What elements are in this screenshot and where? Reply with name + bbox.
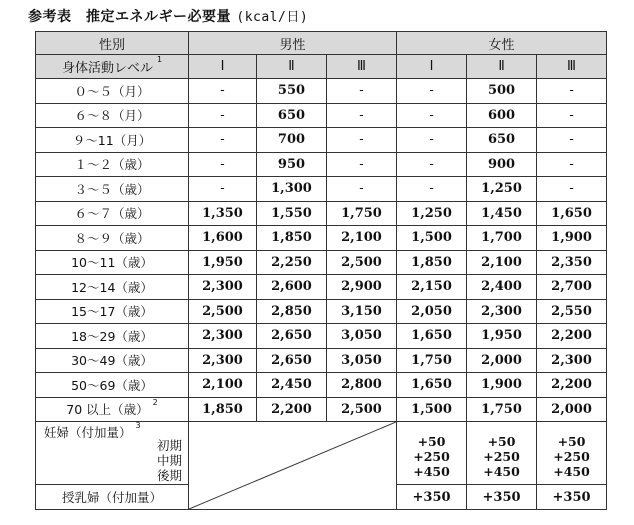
preg-f2-early: +50 [487, 433, 516, 449]
stage-late: 後期 [156, 468, 182, 483]
value-cell: - [189, 152, 257, 177]
preg-f2-mid: +250 [483, 448, 520, 464]
diagonal-line [189, 422, 396, 509]
value-cell: 1,750 [397, 348, 467, 373]
age-text: ９～11（月） [72, 132, 152, 148]
value-cell: 900 [467, 152, 537, 177]
pregnant-row [36, 422, 607, 485]
pregnant-label-wrap [44, 423, 141, 441]
header-female: 女性 [397, 32, 607, 55]
pregnant-female-1 [397, 422, 467, 485]
value-cell: - [189, 103, 257, 128]
value-cell: - [189, 128, 257, 153]
value-cell: 1,250 [467, 177, 537, 202]
value-cell: 3,050 [327, 324, 397, 349]
table-row [36, 324, 607, 349]
value-cell: - [397, 79, 467, 104]
level-female-3: Ⅲ [537, 55, 607, 79]
value-cell: 2,300 [189, 324, 257, 349]
value-cell: 1,500 [397, 226, 467, 251]
lactating-female-1: +350 [397, 485, 467, 510]
value-cell: 950 [257, 152, 327, 177]
value-cell: 2,500 [327, 250, 397, 275]
value-cell: 1,450 [467, 201, 537, 226]
value-cell: 2,600 [257, 275, 327, 300]
table-row [36, 373, 607, 398]
header-activity-label: 身体活動レベル [61, 61, 153, 76]
value-cell: 600 [467, 103, 537, 128]
age-text: 18～29（歳） [71, 328, 153, 344]
value-cell: 2,050 [397, 299, 467, 324]
footnote-mark-1: 1 [156, 55, 163, 64]
value-cell: - [327, 177, 397, 202]
value-cell: - [327, 128, 397, 153]
value-cell: 1,850 [397, 250, 467, 275]
age-label [36, 275, 189, 300]
age-label [36, 103, 189, 128]
age-label [36, 152, 189, 177]
level-female-1: Ⅰ [397, 55, 467, 79]
age-text: 10～11（歳） [71, 255, 153, 271]
age-text: 70 以上（歳） [66, 402, 149, 418]
value-cell: 1,750 [327, 201, 397, 226]
value-cell: 1,850 [257, 226, 327, 251]
age-text: ６～８（月） [74, 108, 150, 124]
value-cell: - [537, 79, 607, 104]
level-male-2: Ⅱ [257, 55, 327, 79]
value-cell: 1,650 [537, 201, 607, 226]
energy-table [35, 31, 607, 510]
table-row [36, 79, 607, 104]
value-cell: 700 [257, 128, 327, 153]
value-cell: - [397, 177, 467, 202]
value-cell: - [327, 152, 397, 177]
table-body [36, 79, 607, 422]
value-cell: 500 [467, 79, 537, 104]
pregnant-stages [157, 438, 182, 483]
preg-f1-early: +50 [417, 433, 446, 449]
value-cell: 2,100 [467, 250, 537, 275]
value-cell: - [397, 103, 467, 128]
age-text: ３～５（歳） [74, 181, 150, 197]
value-cell: - [537, 177, 607, 202]
value-cell: - [537, 103, 607, 128]
value-cell: - [189, 79, 257, 104]
value-cell: 2,500 [327, 397, 397, 422]
preg-f3-mid: +250 [553, 448, 590, 464]
table-row [36, 397, 607, 422]
level-male-3: Ⅲ [327, 55, 397, 79]
value-cell: 3,050 [327, 348, 397, 373]
age-label [36, 79, 189, 104]
value-cell: 1,750 [467, 397, 537, 422]
value-cell: 1,250 [397, 201, 467, 226]
value-cell: 2,400 [467, 275, 537, 300]
preg-f3-early: +50 [557, 433, 586, 449]
value-cell: - [397, 152, 467, 177]
value-cell: 2,150 [397, 275, 467, 300]
pregnant-label: 妊婦（付加量） [44, 425, 132, 440]
value-cell: 1,600 [189, 226, 257, 251]
value-cell: 1,700 [467, 226, 537, 251]
page-title [28, 6, 308, 26]
title-text: 参考表 推定エネルギー必要量 [28, 9, 231, 25]
value-cell: 2,500 [189, 299, 257, 324]
value-cell: 2,300 [537, 348, 607, 373]
header-row-activity [36, 55, 607, 79]
value-cell: 3,150 [327, 299, 397, 324]
value-cell: 2,200 [537, 373, 607, 398]
value-cell: 2,700 [537, 275, 607, 300]
value-cell: 2,200 [257, 397, 327, 422]
preg-f2-late: +450 [483, 463, 520, 479]
value-cell: 1,950 [467, 324, 537, 349]
pregnant-label-cell [36, 422, 189, 485]
age-label [36, 397, 189, 422]
value-cell: 1,850 [189, 397, 257, 422]
preg-f1-mid: +250 [413, 448, 450, 464]
value-cell: - [537, 152, 607, 177]
value-cell: 2,300 [189, 348, 257, 373]
value-cell: 2,900 [327, 275, 397, 300]
age-label [36, 226, 189, 251]
value-cell: 2,300 [189, 275, 257, 300]
table-row [36, 275, 607, 300]
value-cell: - [327, 79, 397, 104]
value-cell: 1,550 [257, 201, 327, 226]
value-cell: 1,350 [189, 201, 257, 226]
value-cell: 1,500 [397, 397, 467, 422]
value-cell: 2,200 [537, 324, 607, 349]
header-sex: 性別 [36, 32, 189, 55]
preg-f1-late: +450 [413, 463, 450, 479]
value-cell: - [397, 128, 467, 153]
table-row [36, 226, 607, 251]
age-label [36, 128, 189, 153]
value-cell: 2,350 [537, 250, 607, 275]
age-text: １～２（歳） [74, 157, 150, 173]
lactating-female-3: +350 [537, 485, 607, 510]
value-cell: 2,450 [257, 373, 327, 398]
lactating-female-2: +350 [467, 485, 537, 510]
pregnant-female-2 [467, 422, 537, 485]
age-text: ６～７（歳） [74, 206, 150, 222]
pregnant-female-3 [537, 422, 607, 485]
value-cell: 2,550 [537, 299, 607, 324]
age-label [36, 324, 189, 349]
age-label [36, 348, 189, 373]
value-cell: 2,300 [467, 299, 537, 324]
age-label [36, 250, 189, 275]
age-label [36, 201, 189, 226]
age-label [36, 373, 189, 398]
value-cell: 1,650 [397, 324, 467, 349]
value-cell: 1,950 [189, 250, 257, 275]
male-not-applicable [189, 422, 397, 510]
age-text: 12～14（歳） [71, 279, 153, 295]
value-cell: 2,650 [257, 348, 327, 373]
table-row [36, 250, 607, 275]
value-cell: 1,900 [537, 226, 607, 251]
value-cell: - [327, 103, 397, 128]
table-row [36, 152, 607, 177]
table-row [36, 299, 607, 324]
stage-mid: 中期 [156, 453, 182, 468]
value-cell: 550 [257, 79, 327, 104]
value-cell: 2,100 [327, 226, 397, 251]
title-unit: (kcal/日) [236, 10, 309, 25]
value-cell: 1,300 [257, 177, 327, 202]
preg-f3-late: +450 [553, 463, 590, 479]
table-row [36, 177, 607, 202]
age-text: 15～17（歳） [71, 304, 153, 320]
age-text: ０～５（月） [74, 83, 150, 99]
age-text: ８～９（歳） [74, 230, 150, 246]
table-row [36, 348, 607, 373]
age-label [36, 177, 189, 202]
age-text: 50～69（歳） [71, 377, 153, 393]
value-cell: 2,000 [537, 397, 607, 422]
value-cell: 2,650 [257, 324, 327, 349]
footnote-mark-2: 2 [152, 398, 158, 408]
table-row [36, 201, 607, 226]
age-label [36, 299, 189, 324]
value-cell: 650 [257, 103, 327, 128]
level-female-2: Ⅱ [467, 55, 537, 79]
value-cell: 1,650 [397, 373, 467, 398]
value-cell: 2,800 [327, 373, 397, 398]
age-text: 30～49（歳） [71, 353, 153, 369]
value-cell: - [189, 177, 257, 202]
stage-early: 初期 [156, 438, 182, 453]
table-row [36, 103, 607, 128]
level-male-1: Ⅰ [189, 55, 257, 79]
value-cell: 2,000 [467, 348, 537, 373]
lactating-label: 授乳婦（付加量） [36, 485, 189, 510]
value-cell: 2,250 [257, 250, 327, 275]
header-row-sex [36, 32, 607, 55]
footnote-mark-3: 3 [135, 421, 141, 430]
table-row [36, 128, 607, 153]
value-cell: 650 [467, 128, 537, 153]
value-cell: 2,850 [257, 299, 327, 324]
header-male: 男性 [189, 32, 397, 55]
value-cell: 1,900 [467, 373, 537, 398]
value-cell: - [537, 128, 607, 153]
value-cell: 2,100 [189, 373, 257, 398]
header-activity [36, 55, 189, 79]
